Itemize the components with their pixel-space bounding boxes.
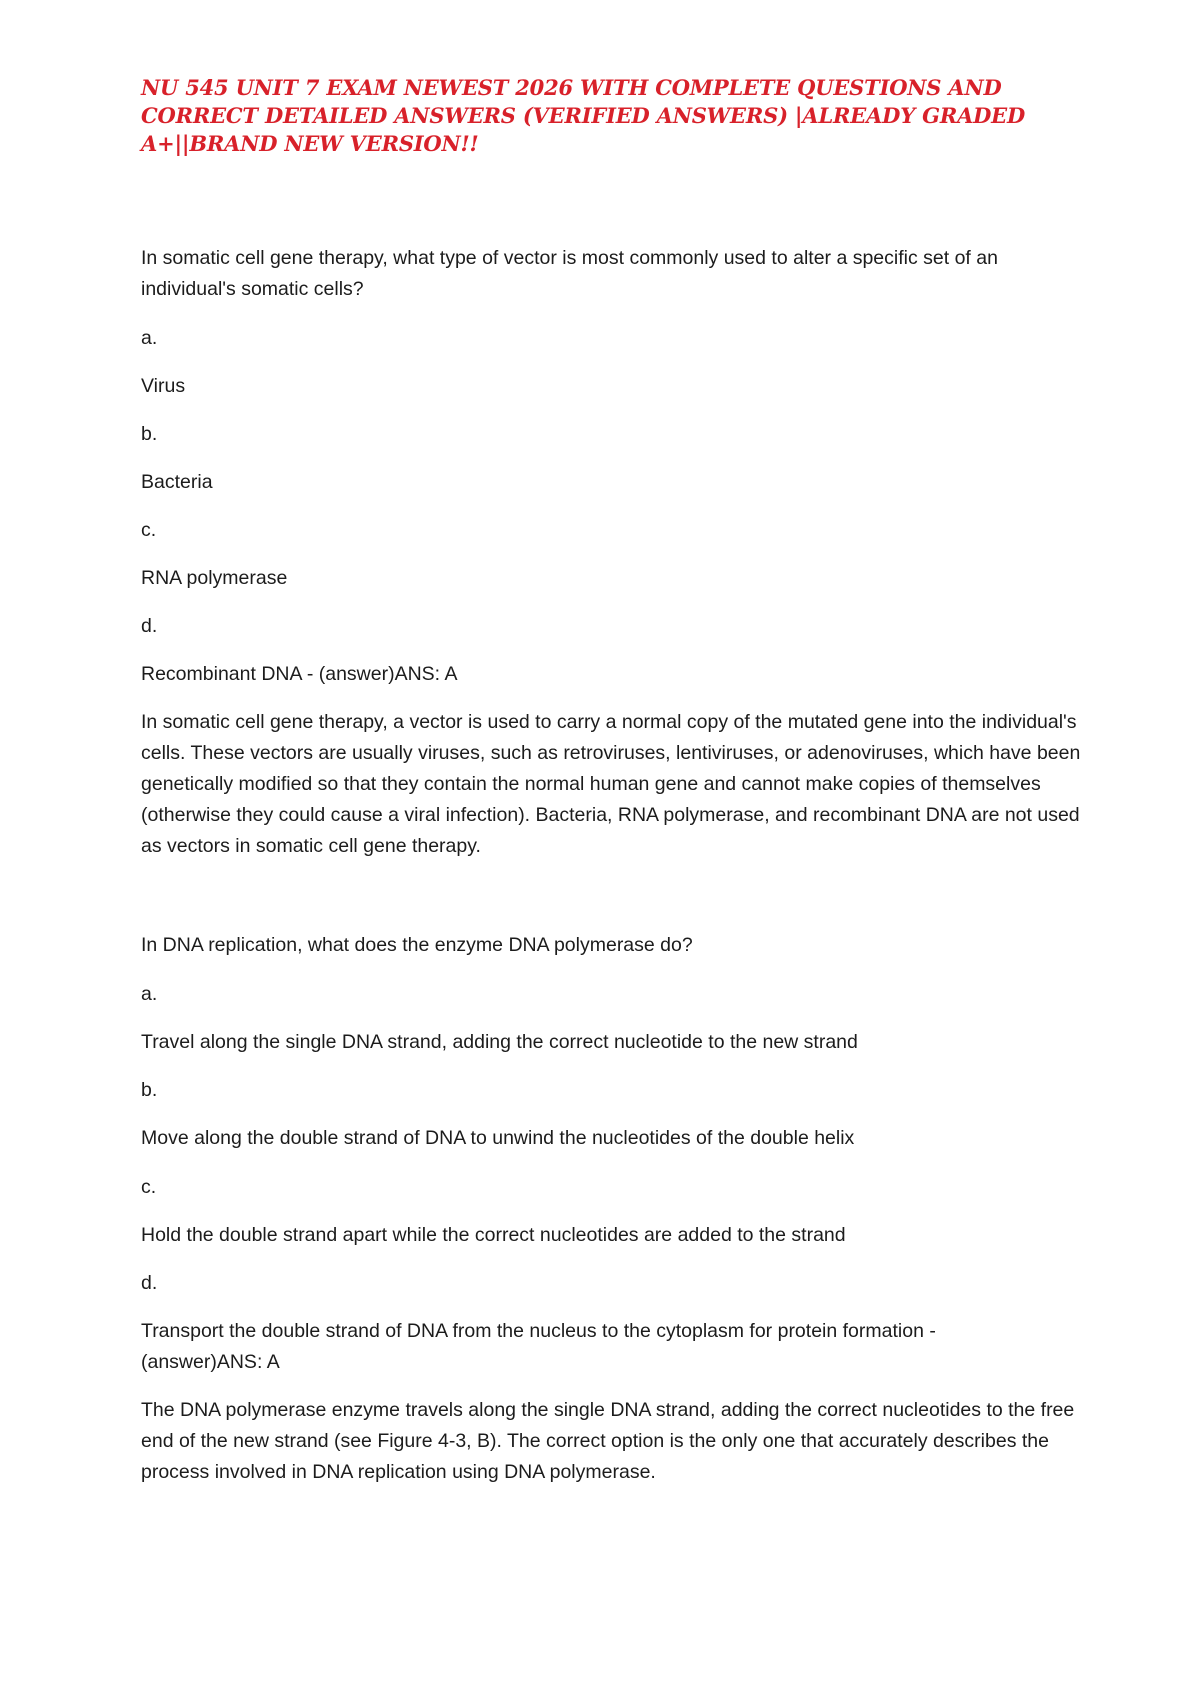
question-1-option-c-letter: c. [141,519,157,541]
question-1-option-b-text: Bacteria [141,471,213,493]
document-title: NU 545 UNIT 7 EXAM NEWEST 2026 WITH COMPLETE QUESTIONS AND CORRECT DETAILED ANSWERS (VERIFIED ANSWERS) |ALREADY GRADED A+||BRAND NEW VERSION!! [141,75,1026,156]
question-1-explanation: In somatic cell gene therapy, a vector is used to carry a normal copy of the mutated gene into the individual's cells. These vectors are usually viruses, such as retroviruses, lentiviruses, or adenoviruses, which have been genetically modified so that they contain the normal human gene and cannot make copies of themselves (otherwise they could cause a viral infection). Bacteria, RNA polymerase, and recombinant DNA are not used as vectors in somatic cell gene therapy. [141,711,1081,857]
question-2-option-d-letter: d. [141,1272,158,1294]
question-2-option-c-text: Hold the double strand apart while the correct nucleotides are added to the strand [141,1224,846,1246]
question-1-option-d-text: Recombinant DNA - (answer)ANS: A [141,663,458,685]
question-2-option-a-text: Travel along the single DNA strand, adding the correct nucleotide to the new strand [141,1031,858,1053]
question-1-option-c-text: RNA polymerase [141,567,288,589]
question-1-option-a-text: Virus [141,375,186,397]
question-2-option-a-letter: a. [141,983,158,1005]
question-1-option-b-letter: b. [141,423,158,445]
question-2-explanation: The DNA polymerase enzyme travels along the single DNA strand, adding the correct nucleotides to the free end of the new strand (see Figure 4-3, B). The correct option is the only one that accurately describes the process involved in DNA replication using DNA polymerase. [141,1399,1075,1483]
question-2-option-b-letter: b. [141,1079,158,1101]
question-1-option-d-letter: d. [141,615,158,637]
question-2-text: In DNA replication, what does the enzyme DNA polymerase do? [141,934,693,956]
question-1-text: In somatic cell gene therapy, what type of vector is most commonly used to alter a specific set of an individual's somatic cells? [141,247,998,300]
question-2-option-c-letter: c. [141,1176,157,1198]
question-2-option-b-text: Move along the double strand of DNA to unwind the nucleotides of the double helix [141,1127,855,1149]
question-1-option-a-letter: a. [141,327,158,349]
question-2-option-d-text: Transport the double strand of DNA from the nucleus to the cytoplasm for protein formation - (answer)ANS: A [141,1320,936,1373]
